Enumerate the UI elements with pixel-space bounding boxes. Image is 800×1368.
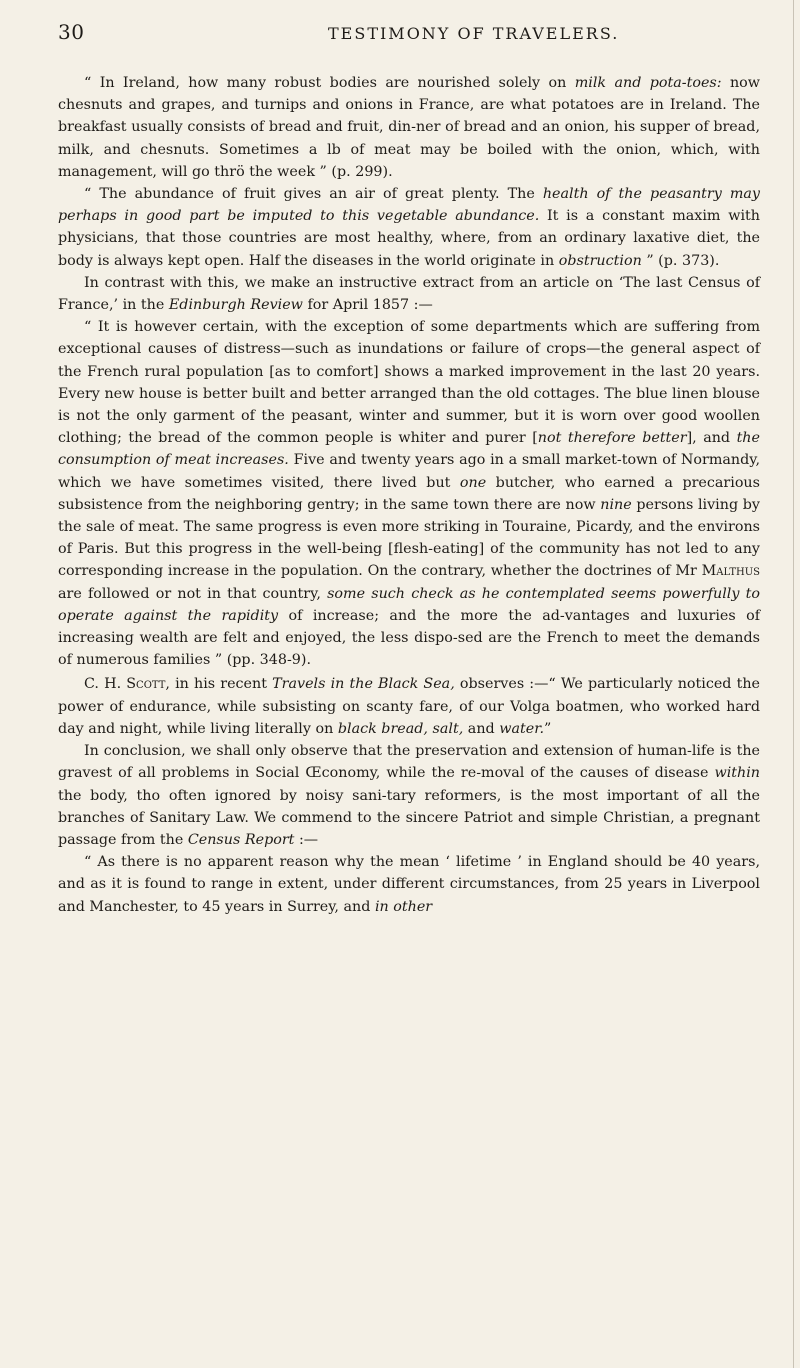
text-run: health of the peasantry may perhaps in good part be imputed to this vegetable abundance. xyxy=(58,186,761,225)
text-run: ” xyxy=(544,720,552,737)
text-run: In contrast with this, we make an instructive extract from an article on ‘The last Census of France,’ in the xyxy=(58,274,760,314)
text-run: for April 1857 :— xyxy=(302,297,433,314)
text-run: and xyxy=(463,720,500,737)
text-run: Census Report xyxy=(187,831,295,848)
running-head: TESTIMONY OF TRAVELERS. xyxy=(328,24,620,43)
text-run: of increase; and the more the ad-vantages and luxuries of increasing wealth are felt and enjoyed, the less dispo-sed are the French to meet the demands of numerous families ” (pp. 348-9). xyxy=(58,607,760,669)
text-run: Five and twenty years ago in a small market-town of Normandy, which we have sometimes visited, there lived but xyxy=(58,452,760,491)
page-number: 30 xyxy=(58,20,85,44)
text-run: water. xyxy=(499,720,545,737)
page-header xyxy=(58,18,760,58)
paragraph xyxy=(58,673,760,740)
paragraph xyxy=(58,272,760,316)
text-run: not therefore better xyxy=(537,430,687,447)
text-run: one xyxy=(459,474,487,491)
text-run: within xyxy=(714,765,760,782)
text-run: some such check as he contemplated seems powerfully to operate against the rapidity xyxy=(58,585,760,624)
text-run: persons living by the sale of meat. The same progress is even more striking in Touraine, Picardy, and the environs of Paris. But this progress in the well-being [flesh-eating] of the community has not led to any corresponding increase in the population. On the contrary, whether the doctrines of Mr xyxy=(58,496,761,580)
text-run: Scott xyxy=(126,676,166,693)
text-run: “ The abundance of fruit gives an air of great plenty. The xyxy=(84,186,543,203)
text-run: In conclusion, we shall only observe that the preservation and extension of human-life is the gravest of all problems in Social Œconomy, while the re-moval of the causes of disease xyxy=(58,743,760,782)
text-run: nine xyxy=(600,496,632,513)
text-run: ], and xyxy=(686,430,737,447)
text-run: “ As there is no apparent reason why the mean ‘ lifetime ’ in England should be 40 years, and as it is found to range in extent, under different circumstances, from 25 years in Liverpool and Manchester, to 45 years in Surrey, and xyxy=(58,854,760,915)
text-run: It is a constant maxim with physicians, that those countries are most healthy, where, from an ordinary laxative diet, the body is always kept open. Half the diseases in the world originate in xyxy=(58,208,760,269)
text-run: “ It is however certain, with the exception of some departments which are suffering from exceptional causes of distress—such as inundations or failure of crops—the general aspect of the French rural population [as to comfort] shows a marked improvement in the last 20 years. Every new house is better built and better arranged than the old cottages. The blue linen blouse is not the only garment of the peasant, winter and summer, but it is worn over good woollen clothing; the bread of the common people is whiter and purer [ xyxy=(58,319,760,447)
text-run: Travels in the Black Sea, xyxy=(272,676,455,693)
text-run: C. H. xyxy=(84,676,127,693)
text-run: butcher, who earned a precarious subsistence from the neighboring gentry; in the same town there are now xyxy=(58,474,760,513)
paragraph xyxy=(58,316,760,671)
text-run: ” (p. 373). xyxy=(641,252,720,269)
text-run: “ In Ireland, how many robust bodies are nourished solely on xyxy=(84,75,575,91)
text-run: , in his recent xyxy=(165,676,273,693)
text-run: observes :—“ We particularly noticed the power of endurance, while subsisting on scanty fare, of our Volga boatmen, who worked hard day and night, while living literally on xyxy=(58,676,761,737)
text-run: the consumption of meat increases. xyxy=(58,430,760,469)
paragraph xyxy=(58,72,760,183)
text-run: in other xyxy=(374,898,433,915)
paragraph xyxy=(58,740,760,851)
text-run: the body, tho often ignored by noisy sani-tary reformers, is the most important of all the branches of Sanitary Law. We commend to the sincere Patriot and simple Christian, a pregnant passage from the xyxy=(58,787,760,848)
page-edge-line xyxy=(793,0,794,1368)
page-body-text xyxy=(58,72,760,918)
text-run: Malthus xyxy=(701,563,760,580)
text-run: obstruction xyxy=(558,252,642,269)
paragraph xyxy=(58,851,760,918)
paragraph xyxy=(58,183,760,272)
text-run: milk and pota-toes: xyxy=(574,75,722,91)
text-run: now chesnuts and grapes, and turnips and onions in France, are what potatoes are in Ireland. The breakfast usually consists of bread and fruit, din-ner of bread and an onion, his supper of bread, milk, and chesnuts. Sometimes a lb of meat may be boiled with the onion, which, with management, will go thrö the week ” (p. 299). xyxy=(58,75,760,180)
text-run: Edinburgh Review xyxy=(168,297,303,314)
text-run: black bread, salt, xyxy=(337,720,464,737)
text-run: :— xyxy=(294,831,319,848)
text-run: are followed or not in that country, xyxy=(58,585,328,602)
